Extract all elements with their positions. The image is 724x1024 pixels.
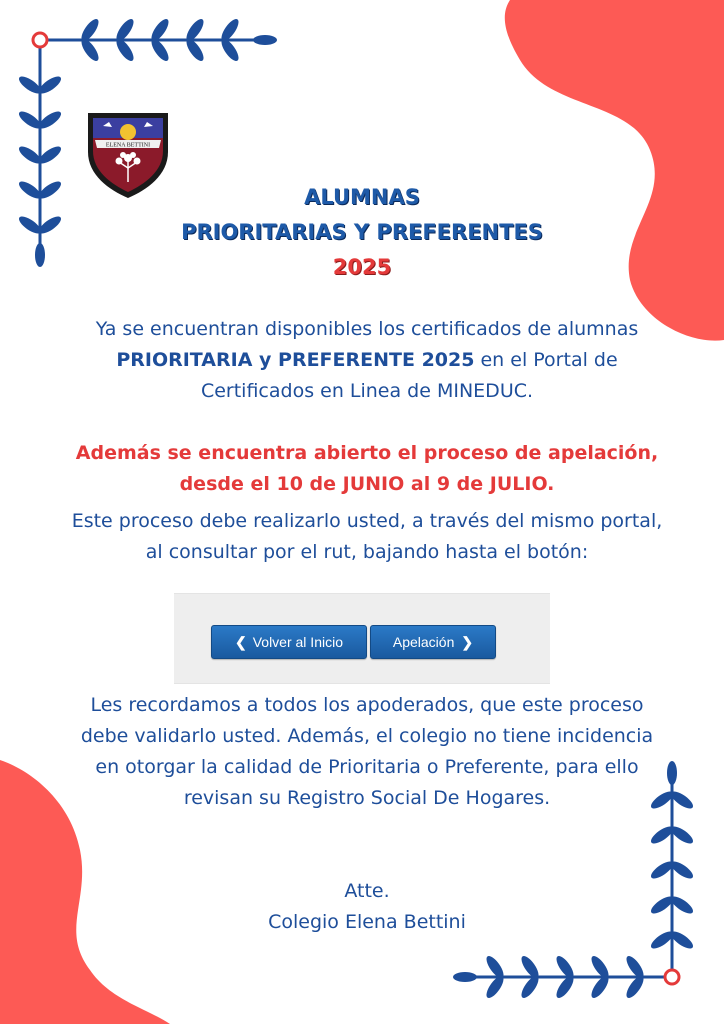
top-right-blob [490, 0, 724, 345]
title-year: 2025 [332, 255, 392, 279]
signature-line-2: Colegio Elena Bettini [268, 911, 466, 933]
instructions-paragraph: Este proceso debe realizarlo usted, a través del mismo portal, al consultar por el rut, bajando hasta el botón: [71, 510, 663, 563]
reminder-paragraph: Les recordamos a todos los apoderados, que este proceso debe validarlo usted. Además, el colegio no tiene incidencia en otorgar la calidad de Prioritaria o Preferente, para ello revisan su Registro Social De Hogares. [80, 694, 654, 809]
back-to-start-button[interactable] [211, 625, 367, 659]
appeal-button[interactable] [370, 625, 496, 659]
button-example-panel [174, 593, 550, 684]
signature-line-1: Atte. [344, 880, 390, 902]
back-button-label: Volver al Inicio [252, 634, 343, 650]
title-block [0, 180, 724, 285]
chevron-right-icon: ❯ [461, 633, 474, 650]
signature-block [70, 876, 664, 938]
appeal-period-alert: Además se encuentra abierto el proceso de apelación, desde el 10 de JUNIO al 9 de JULIO. [75, 442, 659, 495]
intro-text-1: Ya se encuentran disponibles los certificados de alumnas [95, 318, 639, 340]
intro-paragraph [70, 314, 664, 407]
chevron-left-icon: ❮ [234, 633, 247, 650]
title-line-2: PRIORITARIAS Y PREFERENTES [181, 220, 543, 244]
intro-text-2: en el Portal de Certificados en Linea de MINEDUC. [200, 349, 618, 402]
appeal-button-label: Apelación [392, 634, 455, 650]
crest-text: ELENA BETTINI [105, 142, 151, 149]
intro-bold: PRIORITARIA y PREFERENTE 2025 [116, 349, 475, 371]
title-line-1: ALUMNAS [304, 185, 420, 209]
